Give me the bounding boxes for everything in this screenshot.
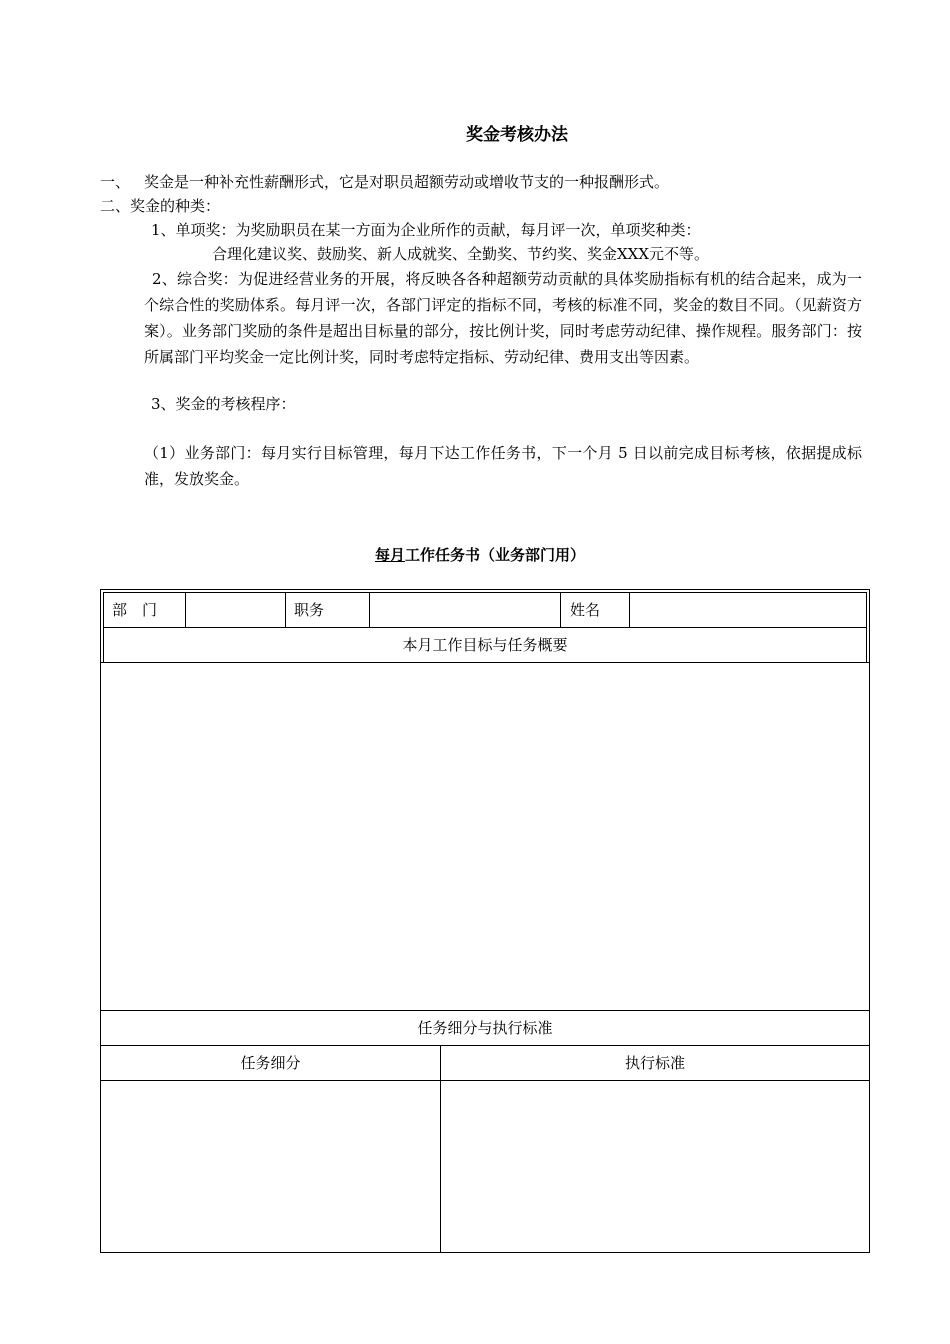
task-column-header-cell <box>100 1045 441 1081</box>
task-column-header: 任务细分 <box>240 1054 301 1072</box>
form-title-underlined: 每月 <box>374 546 405 564</box>
name-value-cell[interactable] <box>629 592 867 628</box>
procedure-1-paragraph: （1）业务部门：每月实行目标管理，每月下达工作任务书，下一个月 5 日以前完成目标考核，依据提成标准，发放奖金。 <box>144 444 862 488</box>
form-title-rest: 工作任务书（业务部门用） <box>405 546 586 564</box>
item-1-number: 一、 <box>100 173 131 191</box>
name-label-cell <box>560 592 630 628</box>
dept-label-cell <box>103 592 186 628</box>
standard-column-header: 执行标准 <box>624 1054 685 1072</box>
sub-item-3: 3、奖金的考核程序： <box>151 395 296 413</box>
dept-value-cell[interactable] <box>185 592 286 628</box>
position-value-cell[interactable] <box>369 592 561 628</box>
position-label-cell <box>285 592 370 628</box>
tasks-header: 任务细分与执行标准 <box>417 1019 553 1037</box>
task-body-cell[interactable] <box>100 1080 441 1253</box>
name-label: 姓名 <box>570 601 601 619</box>
sub-item-2-paragraph: 2、综合奖：为促进经营业务的开展，将反映各各种超额劳动贡献的具体奖励指标有机的结合起来，成为一个综合性的奖励体系。每月评一次，各部门评定的指标不同，考核的标准不同，奖金的数目不同。（见薪资方案）。业务部门奖励的条件是超出目标量的部分，按比例计奖，同时考虑劳动纪律、操作规程。服务部门：按所属部门平均奖金一定比例计奖，同时考虑特定指标、劳动纪律、费用支出等因素。 <box>144 270 862 366</box>
sub-item-1: 1、单项奖：为奖励职员在某一方面为企业所作的贡献，每月评一次，单项奖种类： <box>151 221 701 239</box>
form-title <box>0 544 950 565</box>
document-title: 奖金考核办法 <box>466 125 568 145</box>
dept-label: 部 门 <box>112 601 158 619</box>
goals-body-cell[interactable] <box>100 662 870 1011</box>
sub-item-1-list: 合理化建议奖、鼓励奖、新人成就奖、全勤奖、节约奖、奖金XXX元不等。 <box>212 245 710 263</box>
item-1-text: 奖金是一种补充性薪酬形式，它是对职员超额劳动或增收节支的一种报酬形式。 <box>144 173 670 191</box>
goals-header-cell <box>103 627 867 663</box>
position-label: 职务 <box>294 601 325 619</box>
standard-body-cell[interactable] <box>440 1080 870 1253</box>
item-2-heading: 二、奖金的种类： <box>100 197 221 215</box>
standard-column-header-cell <box>440 1045 870 1081</box>
tasks-header-cell <box>100 1010 870 1046</box>
goals-header: 本月工作目标与任务概要 <box>402 636 568 654</box>
